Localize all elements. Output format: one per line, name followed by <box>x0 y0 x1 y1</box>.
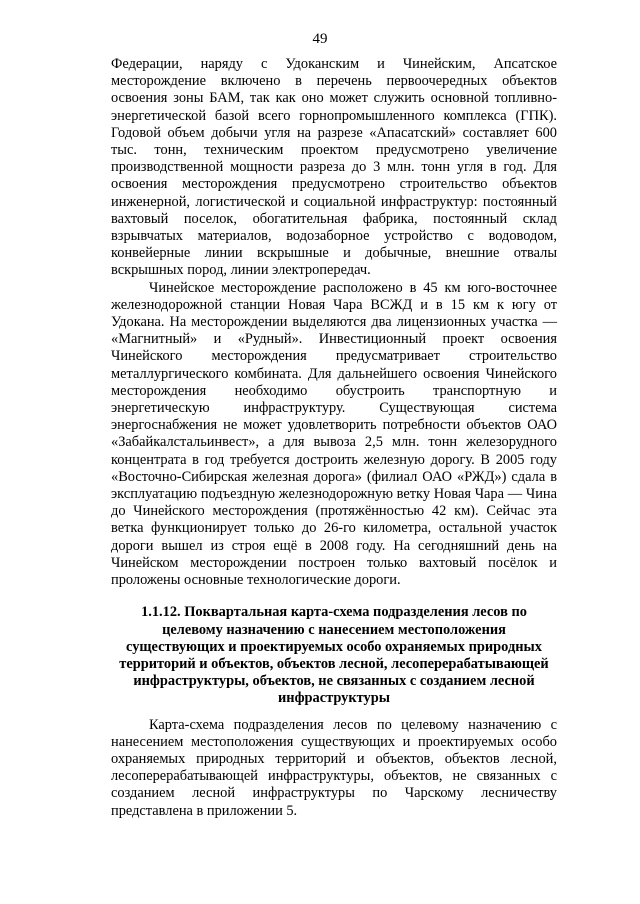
document-body <box>111 56 557 820</box>
paragraph-apsat-deposit: Федерации, наряду с Удоканским и Чинейским, Апсатское месторождение включено в перечень первоочередных объектов освоения зоны БАМ, так как оно может служить основной топливно-энергетической базой всего горнопромышленного комплекса (ГПК). Годовой объем добычи угля на разрезе «Апасатский» составляет 600 тыс. тонн, техническим проектом предусмотрено увеличение производственной мощности разреза до 3 млн. тонн угля в год. Для освоения месторождения предусмотрено строительство объектов инженерной, логистической и социальной инфраструктур: постоянный вахтовый поселок, обогатительная фабрика, постоянный склад взрывчатых материалов, водозаборное устройство с водоводом, конвейерные линии вскрышные и добычные, внешние отвалы вскрышных пород, линии электропередач. <box>111 56 557 279</box>
section-heading: 1.1.12. Поквартальная карта-схема подразделения лесов по целевому назначению с нанесением местоположения существующих и проектируемых особо охраняемых природных территорий и объектов, объектов лесной, лесоперерабатывающей инфраструктуры, объектов, не связанных с созданием лесной инфраструктуры <box>119 604 549 707</box>
page-number: 49 <box>312 31 328 47</box>
paragraph-chineyskoye-deposit: Чинейское месторождение расположено в 45 км юго-восточнее железнодорожной станции Новая Чара ВСЖД и в 15 км к югу от Удокана. На месторождении выделяются два лицензионных участка — «Магнитный» и «Рудный». Инвестиционный проект освоения Чинейского месторождения предусматривает строительство металлургического комбината. Для дальнейшего освоения Чинейского месторождения необходимо обустроить транспортную и энергетическую инфраструктуру. Существующая система энергоснабжения не может удовлетворить потребности объектов ОАО «Забайкалстальинвест», а для вывоза 2,5 млн. тонн железорудного концентрата в год требуется достроить железную дорогу. В 2005 году «Восточно-Сибирская железная дорога» (филиал ОАО «РЖД») сдала в эксплуатацию подъездную железнодорожную ветку Новая Чара — Чина до Чинейского месторождения (протяжённостью 42 км). Сейчас эта ветка функционирует только до 26-го километра, остальной участок дороги вышел из строя ещё в 2008 году. На сегодняшний день на Чинейском месторождении построен только вахтовый посёлок и проложены основные технологические дороги. <box>111 279 557 589</box>
paragraph-map-scheme: Карта-схема подразделения лесов по целевому назначению с нанесением местоположения существующих и проектируемых особо охраняемых природных территорий и объектов, объектов лесной, лесоперерабатывающей инфраструктуры, объектов, не связанных с созданием лесной инфраструктуры по Чарскому лесничеству представлена в приложении 5. <box>111 716 557 819</box>
